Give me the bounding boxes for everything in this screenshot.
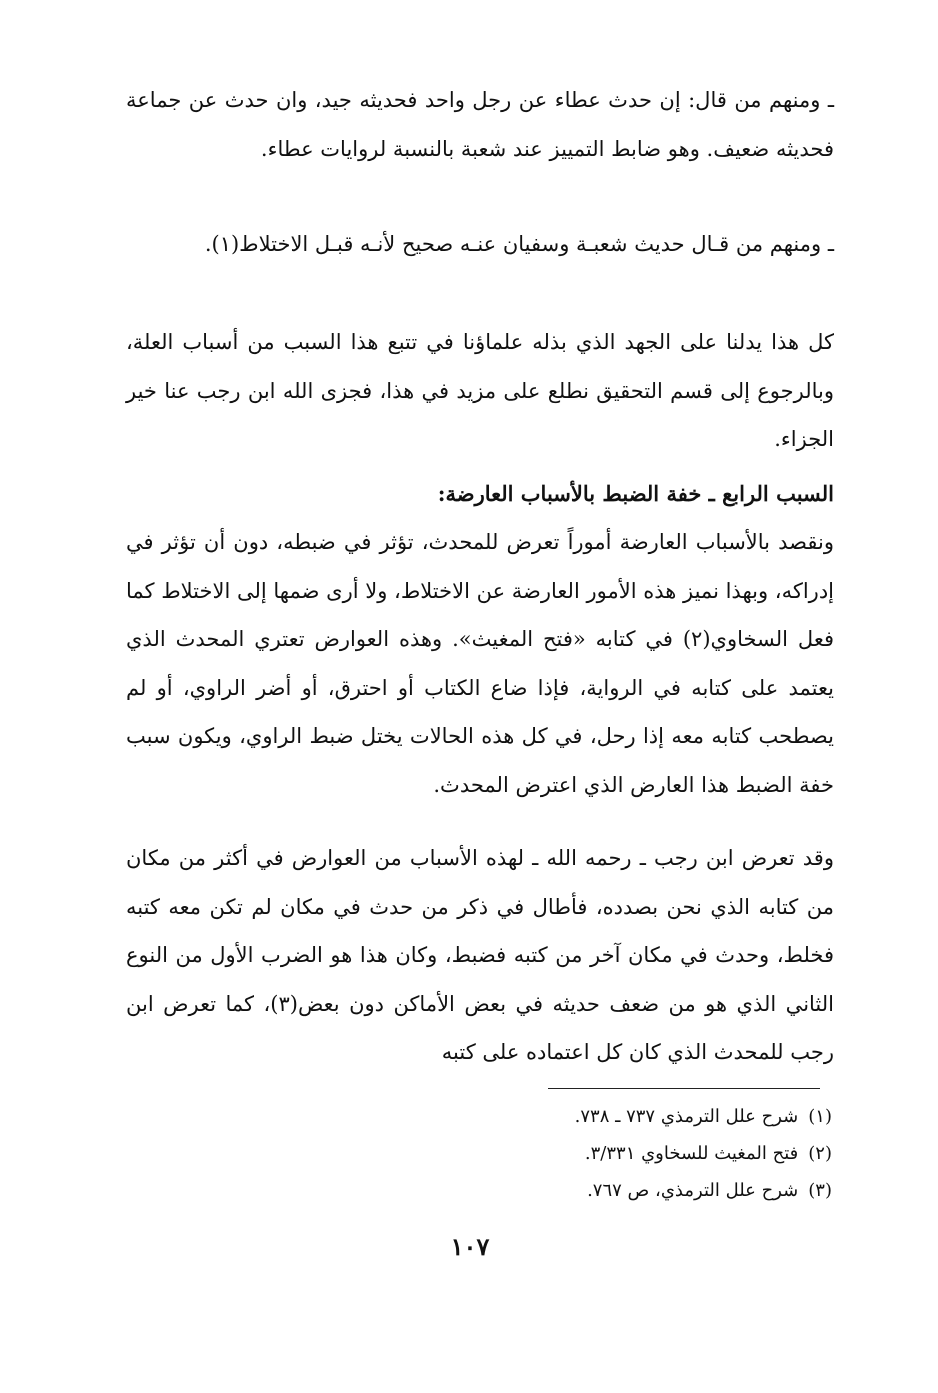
page-number: ١٠٧ — [450, 1232, 490, 1261]
footnote-number: (١) — [808, 1106, 832, 1127]
footnote-separator — [548, 1088, 820, 1089]
paragraph-scholars-effort: كل هذا يدلنا على الجهد الذي بذله علماؤنا في تتبع هذا السبب من أسباب العلة، وبالرجوع إلى قسم التحقيق نطلع على مزيد في هذا، فجزى الله ابن رجب عنا خير الجزاء. — [126, 330, 834, 451]
footnote-item — [300, 1098, 832, 1135]
footnote-text: شرح علل الترمذي ٧٣٧ ـ ٧٣٨. — [574, 1106, 799, 1127]
paragraph-shuba-sufyan: ـ ومنهم من قـال حديث شعبـة وسفيان عنـه صحيح لأنـه قبـل الاختلاط(١). — [204, 232, 834, 256]
footnote-text: فتح المغيث للسخاوي ٣/٣٣١. — [584, 1143, 799, 1164]
section-heading-fourth-cause: السبب الرابع ـ خفة الضبط بالأسباب العارضة: — [437, 481, 834, 506]
footnote-number: (٢) — [808, 1143, 832, 1164]
footnote-number: (٣) — [808, 1180, 832, 1201]
footnotes-list — [300, 1098, 832, 1209]
paragraph-ibn-rajab-discussion: وقد تعرض ابن رجب ـ رحمه الله ـ لهذه الأسباب من العوارض في أكثر من مكان من كتابه الذي نحن بصدده، فأطال في ذكر من حدث في مكان لم تكن معه كتبه فخلط، وحدث في مكان آخر من كتبه فضبط، وكان هذا هو الضرب الأول من النوع الثاني الذي هو من ضعف حديثه في بعض الأماكن دون بعض(٣)، كما تعرض ابن رجب للمحدث الذي كان كل اعتماده على كتبه — [126, 846, 835, 1064]
footnote-item — [300, 1172, 832, 1209]
paragraph-narrator-ata-rule: ـ ومنهم من قال: إن حدث عطاء عن رجل واحد فحديثه جيد، وان حدث عن جماعة فحديثه ضعيف. وهو ضابط التمييز عند شعبة بالنسبة لروايات عطاء. — [126, 88, 834, 161]
footnote-item — [300, 1135, 832, 1172]
paragraph-incidental-causes: ونقصد بالأسباب العارضة أموراً تعرض للمحدث، تؤثر في ضبطه، دون أن تؤثر في إدراكه، وبهذا نميز هذه الأمور العارضة عن الاختلاط، ولا أرى ضمها إلى الاختلاط كما فعل السخاوي(٢) في كتابه «فتح المغيث». وهذه العوارض تعتري المحدث الذي يعتمد على كتابه في الرواية، فإذا ضاع الكتاب أو احترق، أو أضر الراوي، أو لم يصطحب كتابه معه إذا رحل، في كل هذه الحالات يختل ضبط الراوي، ويكون سبب خفة الضبط هذا العارض الذي اعترض المحدث. — [126, 530, 834, 797]
footnote-text: شرح علل الترمذي، ص ٧٦٧. — [587, 1180, 799, 1201]
